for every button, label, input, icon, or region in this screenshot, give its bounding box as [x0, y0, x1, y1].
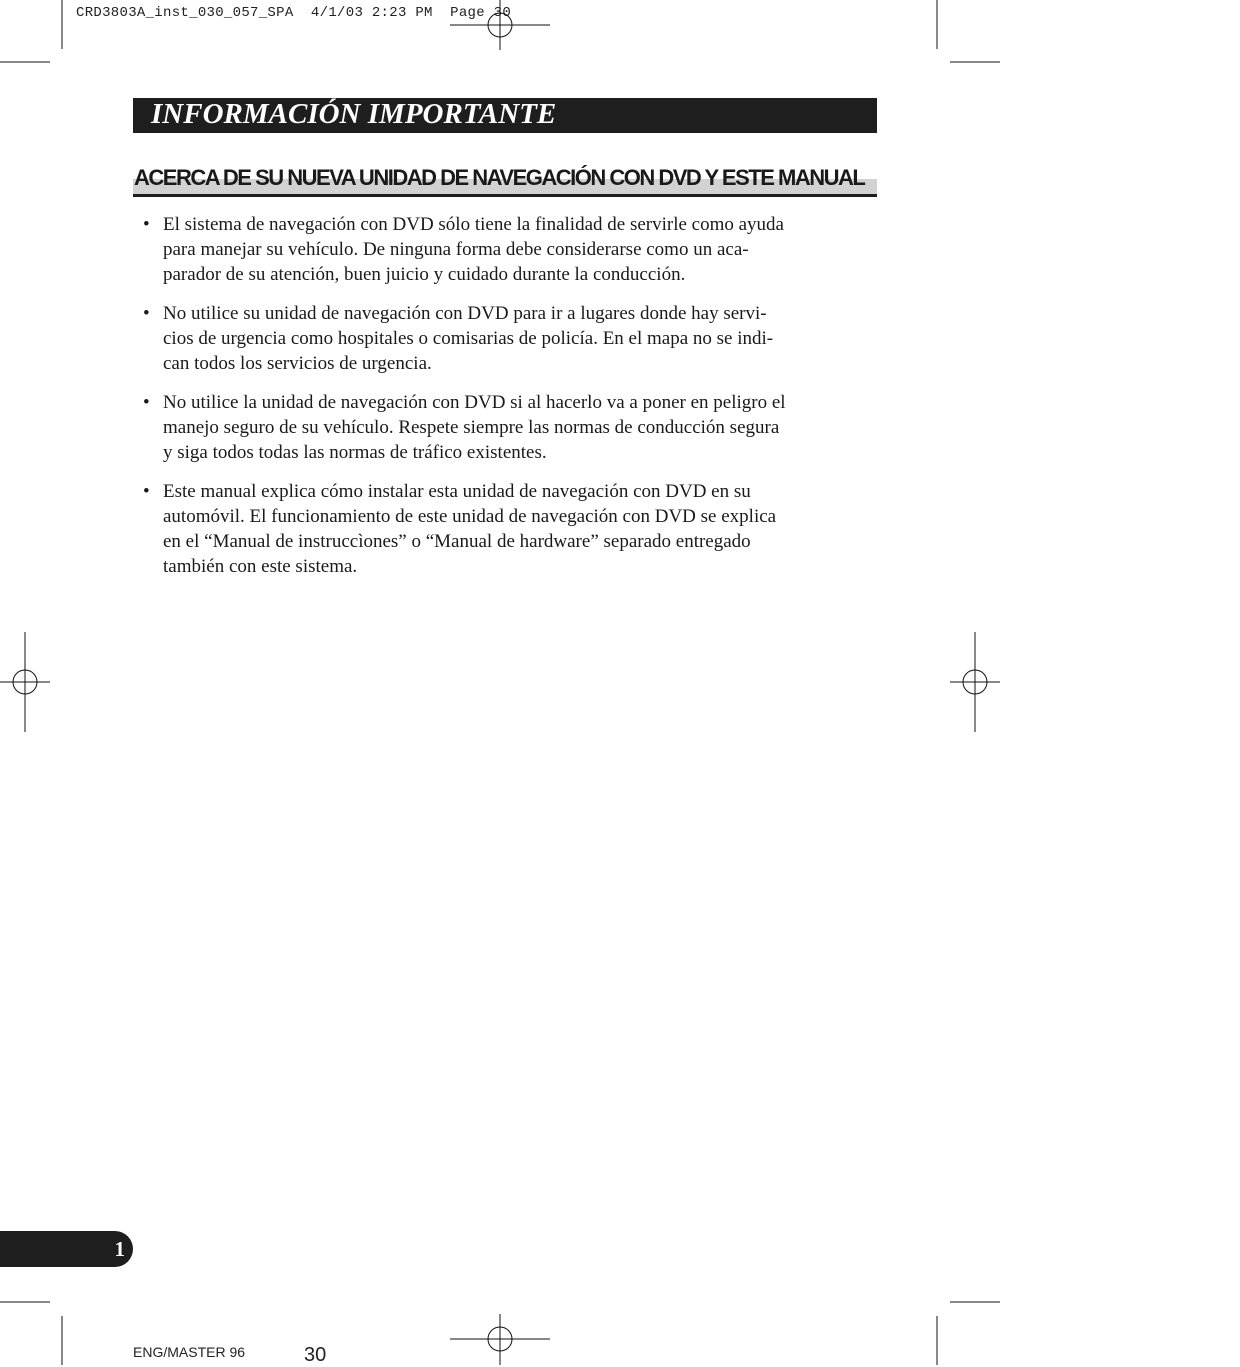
bullet-item — [143, 301, 863, 376]
bullet-line: Este manual explica cómo instalar esta unidad de navegación con DVD en su — [163, 481, 751, 502]
bullet-item — [143, 479, 863, 579]
bullet-item — [143, 212, 863, 287]
bullet-line: cios de urgencia como hospitales o comisarias de policía. En el mapa no se indi- — [163, 328, 774, 349]
bullet-icon: • — [143, 214, 150, 235]
bullet-line: y siga todos todas las normas de tráfico existentes. — [163, 442, 547, 463]
bullet-line: No utilice la unidad de navegación con DVD si al hacerlo va a poner en peligro el — [163, 392, 786, 413]
section-banner — [133, 98, 877, 133]
bullet-icon: • — [143, 481, 150, 502]
page-number: 30 — [304, 1344, 327, 1366]
bullet-list — [143, 212, 863, 593]
bullet-line: No utilice su unidad de navegación con DVD para ir a lugares donde hay servi- — [163, 303, 767, 324]
bullet-icon: • — [143, 392, 150, 413]
print-slug: CRD3803A_inst_030_057_SPA 4/1/03 2:23 PM Page 30 — [76, 5, 512, 21]
bullet-line: también con este sistema. — [163, 556, 358, 577]
bullet-line: parador de su atención, buen juicio y cuidado durante la conducción. — [163, 264, 686, 285]
bullet-line: El sistema de navegación con DVD sólo tiene la finalidad de servirle como ayuda — [163, 214, 784, 235]
bullet-icon: • — [143, 303, 150, 324]
bullet-item — [143, 390, 863, 465]
subheading-rule — [133, 194, 877, 197]
bullet-line: para manejar su vehículo. De ninguna forma debe considerarse como un aca- — [163, 239, 749, 260]
bullet-line: automóvil. El funcionamiento de este unidad de navegación con DVD se explica — [163, 506, 777, 527]
subheading-block — [133, 163, 877, 197]
footer-code: ENG/MASTER 96 — [133, 1344, 246, 1360]
subheading: ACERCA DE SU NUEVA UNIDAD DE NAVEGACIÓN CON DVD Y ESTE MANUAL — [134, 165, 865, 190]
bullet-line: can todos los servicios de urgencia. — [163, 353, 432, 374]
chapter-tab — [0, 1231, 133, 1267]
section-title: INFORMACIÓN IMPORTANTE — [151, 98, 557, 130]
bullet-line: manejo seguro de su vehículo. Respete siempre las normas de conducción segura — [163, 417, 780, 438]
bullet-line: en el “Manual de instruccìones” o “Manual de hardware” separado entregado — [163, 531, 751, 552]
chapter-number: 1 — [114, 1237, 125, 1261]
